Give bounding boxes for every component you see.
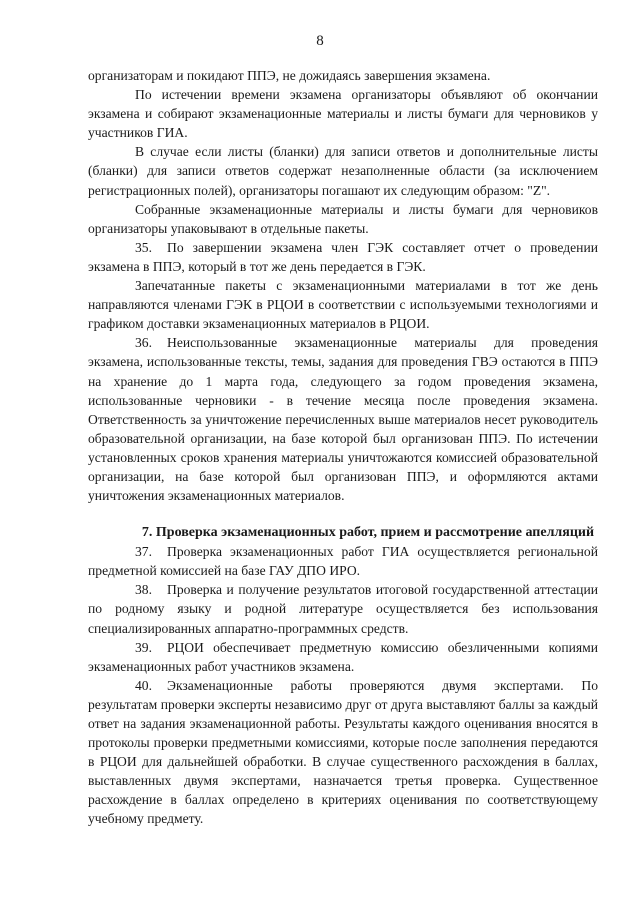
paragraph-empty-areas: В случае если листы (бланки) для записи ответов и дополнительные листы (бланки) для записи ответов содержат незаполненные области (за исключением регистрационных полей), организаторы погашают их следующим образом: "Z".	[88, 144, 598, 198]
paragraph-packaging: Собранные экзаменационные материалы и листы бумаги для черновиков организаторы упаковывают в отдельные пакеты.	[88, 201, 598, 236]
document-body	[88, 66, 598, 829]
paragraph-37	[88, 542, 598, 580]
paragraph-text: Проверка и получение результатов итоговой государственной аттестации по родному языку и родной литературе осуществляется без использования специализированных аппаратно-программных средств.	[88, 582, 598, 636]
paragraph-35	[88, 238, 598, 276]
paragraph-text: РЦОИ обеспечивает предметную комиссию обезличенными копиями экзаменационных работ участников экзамена.	[88, 639, 598, 674]
paragraph-38	[88, 580, 598, 637]
paragraph-36	[88, 333, 598, 505]
item-number: 38.	[135, 582, 152, 598]
paragraph-text: Неиспользованные экзаменационные материалы для проведения экзамена, использованные тексты, темы, задания для проведения ГВЭ остаются в ППЭ на хранение до 1 марта года, следующего за годом проведения экзамена, использованные черновики - в течение месяца после проведения экзамена. Ответственность за уничтожение перечисленных выше материалов несет руководитель образовательной организации, на базе которой был организован ППЭ. По истечении установленных сроков хранения материалы уничтожаются комиссией образовательной организации, на базе которой был организован ППЭ, и оформляются актами уничтожения экзаменационных материалов.	[88, 335, 598, 504]
paragraph-continuation: организаторам и покидают ППЭ, не дожидаясь завершения экзамена.	[88, 68, 491, 83]
item-number: 35.	[135, 239, 152, 255]
item-number: 36.	[135, 335, 152, 351]
item-number: 37.	[135, 544, 152, 560]
paragraph-text: Проверка экзаменационных работ ГИА осуществляется региональной предметной комиссией на базе ГАУ ДПО ИРО.	[88, 544, 598, 579]
item-number: 39.	[135, 639, 152, 655]
paragraph-40	[88, 676, 598, 829]
paragraph-text: По завершении экзамена член ГЭК составляет отчет о проведении экзамена в ППЭ, который в тот же день передается в ГЭК.	[88, 239, 598, 274]
page-number: 8	[316, 33, 324, 49]
paragraph-sealed-packages: Запечатанные пакеты с экзаменационными материалами в тот же день направляются членами ГЭК в РЦОИ в соответствии с используемыми технологиями и графиком доставки экзаменационных материалов в РЦОИ.	[88, 278, 598, 332]
section-heading: 7. Проверка экзаменационных работ, прием и рассмотрение апелляций	[141, 525, 595, 541]
paragraph-39	[88, 638, 598, 676]
paragraph-exam-end: По истечении времени экзамена организаторы объявляют об окончании экзамена и собирают экзаменационные материалы и листы бумаги для черновиков у участников ГИА.	[88, 87, 598, 141]
item-number: 40.	[135, 677, 152, 693]
paragraph-text: Экзаменационные работы проверяются двумя экспертами. По результатам проверки эксперты независимо друг от друга выставляют баллы за каждый ответ на задания экзаменационной работы. Результаты каждого оценивания вносятся в протоколы проверки предметными комиссиями, которые после заполнения передаются в РЦОИ для дальнейшей обработки. В случае существенного расхождения в баллах, выставленных двумя экспертами, назначается третья проверка. Существенное расхождение в баллах определено в критериях оценивания по соответствующему учебному предмету.	[88, 677, 598, 827]
